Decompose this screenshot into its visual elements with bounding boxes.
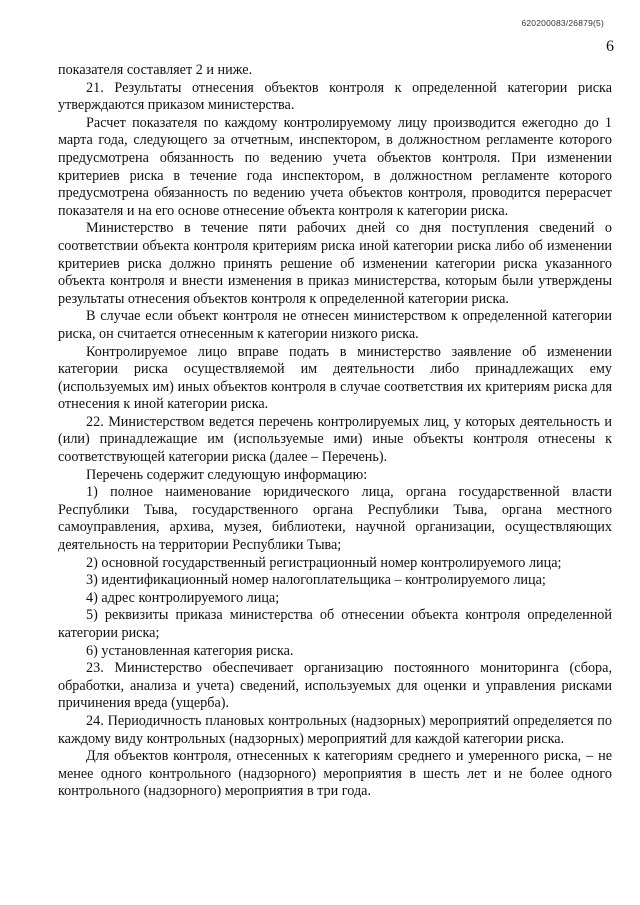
page-number: 6: [606, 38, 614, 55]
paragraph: 21. Результаты отнесения объектов контроля к определенной категории риска утверждаются приказом министерства.: [58, 79, 612, 114]
document-body: [58, 62, 612, 801]
paragraph: 23. Министерство обеспечивает организацию постоянного мониторинга (сбора, обработки, анализа и учета) сведений, используемых для оценки и управления рисками причинения вреда (ущерба).: [58, 660, 612, 712]
paragraph: Перечень содержит следующую информацию:: [86, 466, 368, 483]
paragraph: Расчет показателя по каждому контролируемому лицу производится ежегодно до 1 марта года, следующего за отчетным, инспектором, в должностном регламенте которого предусмотрена обязанность по ведению учета объектов контроля. При изменении критериев риска в течение года инспектором, в должностном регламенте которого предусмотрена обязанность по ведению учета объектов контроля, проводится перерасчет показателя и на его основе отнесение объекта контроля к категории риска.: [58, 114, 612, 219]
paragraph: Для объектов контроля, отнесенных к категориям среднего и умеренного риска, – не менее одного контрольного (надзорного) мероприятия в шесть лет и не более одного контрольного (надзорного) мероприятия в три года.: [58, 748, 612, 800]
list-item: 6) установленная категория риска.: [86, 642, 294, 659]
document-code: 620200083/26879(5): [521, 18, 604, 28]
paragraph: В случае если объект контроля не отнесен министерством к определенной категории риска, он считается отнесенным к категории низкого риска.: [58, 308, 612, 342]
list-item: 2) основной государственный регистрационный номер контролируемого лица;: [86, 554, 562, 571]
paragraph: 22. Министерством ведется перечень контролируемых лиц, у которых деятельность и (или) принадлежащие им (используемые ими) иные объекты контроля отнесены к соответствующей категории риска (далее – Перечень).: [58, 413, 612, 466]
paragraph: 24. Периодичность плановых контрольных (надзорных) мероприятий определяется по каждому виду контрольных (надзорных) мероприятий для каждой категории риска.: [58, 712, 612, 747]
paragraph: показателя составляет 2 и ниже.: [58, 62, 253, 78]
list-item: 3) идентификационный номер налогоплательщика – контролируемого лица;: [86, 572, 546, 589]
list-item: 5) реквизиты приказа министерства об отнесении объекта контроля определенной категории риска;: [58, 607, 612, 641]
list-item: 1) полное наименование юридического лица, органа государственной власти Республики Тыва, государственного органа Республики Тыва, органа местного самоуправления, архива, музея, библиотеки, научной организации, осуществляющих деятельность на территории Республики Тыва;: [58, 484, 612, 554]
paragraph: Контролируемое лицо вправе подать в министерство заявление об изменении категории риска осуществляемой им деятельности либо принадлежащих ему (используемых им) иных объектов контроля в случае соответствия их критериям риска для отнесения к иной категории риска.: [58, 343, 612, 413]
paragraph: Министерство в течение пяти рабочих дней со дня поступления сведений о соответствии объекта контроля критериям риска иной категории риска либо об изменении критериев риска должно принять решение об изменении категории риска указанного объекта контроля и внести изменения в приказ министерства, которым были утверждены результаты отнесения объектов контроля к определенной категории риска.: [58, 220, 612, 307]
list-item: 4) адрес контролируемого лица;: [86, 589, 280, 606]
